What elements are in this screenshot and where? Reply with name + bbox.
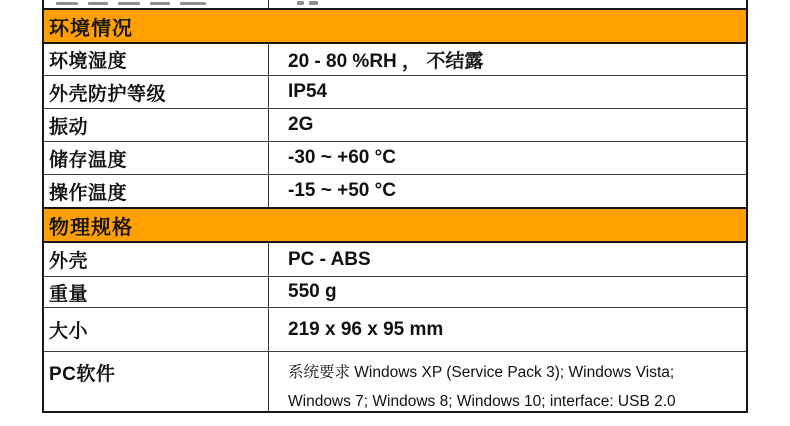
table-row-pc-software	[44, 352, 746, 413]
pc-software-line2: Windows 7; Windows 8; Windows 10; interface: USB 2.0	[288, 393, 676, 410]
row-value	[269, 352, 746, 411]
table-row-dimensions	[44, 308, 746, 352]
clipped-text-fragment	[297, 1, 304, 5]
table-row-weight	[44, 277, 746, 308]
clipped-text-fragment	[150, 2, 170, 5]
table-row-humidity	[44, 44, 746, 76]
section-title: 物理规格	[49, 216, 133, 239]
row-value: 20 - 80 %RH ， 不结露	[288, 51, 484, 72]
row-label: 振动	[44, 109, 269, 141]
clipped-text-fragment	[56, 2, 78, 5]
table-row-ip-rating	[44, 76, 746, 109]
row-value: IP54	[288, 81, 328, 102]
row-value: -30 ~ +60 °C	[288, 147, 396, 168]
row-value: 550 g	[288, 281, 337, 302]
table-row-storage-temp	[44, 142, 746, 175]
table-row-operating-temp	[44, 175, 746, 207]
row-label: 大小	[44, 308, 269, 351]
row-label: PC软件	[44, 352, 269, 411]
row-label: 操作温度	[44, 175, 269, 207]
clipped-text-fragment	[88, 2, 108, 5]
row-value: 219 x 96 x 95 mm	[288, 318, 444, 340]
row-label: 外壳防护等级	[44, 76, 269, 108]
row-label: 外壳	[44, 243, 269, 276]
section-header-environment	[44, 10, 746, 44]
table-row-vibration	[44, 109, 746, 142]
clipped-row	[44, 0, 746, 10]
row-value: -15 ~ +50 °C	[288, 180, 396, 201]
spec-table	[42, 0, 748, 413]
row-value: PC - ABS	[288, 248, 371, 270]
row-label: 重量	[44, 277, 269, 307]
clipped-text-fragment	[309, 1, 318, 5]
section-title: 环境情况	[49, 17, 133, 40]
clipped-text-fragment	[118, 2, 140, 5]
row-value: 2G	[288, 114, 314, 135]
clipped-row-value-cell	[269, 0, 746, 8]
row-label: 环境湿度	[44, 44, 269, 75]
section-header-physical	[44, 207, 746, 243]
clipped-row-label-cell	[44, 0, 269, 8]
clipped-text-fragment	[180, 2, 206, 5]
row-label: 储存温度	[44, 142, 269, 174]
table-row-housing	[44, 243, 746, 277]
pc-software-line1: 系统要求 Windows XP (Service Pack 3); Windows Vista;	[288, 364, 675, 381]
